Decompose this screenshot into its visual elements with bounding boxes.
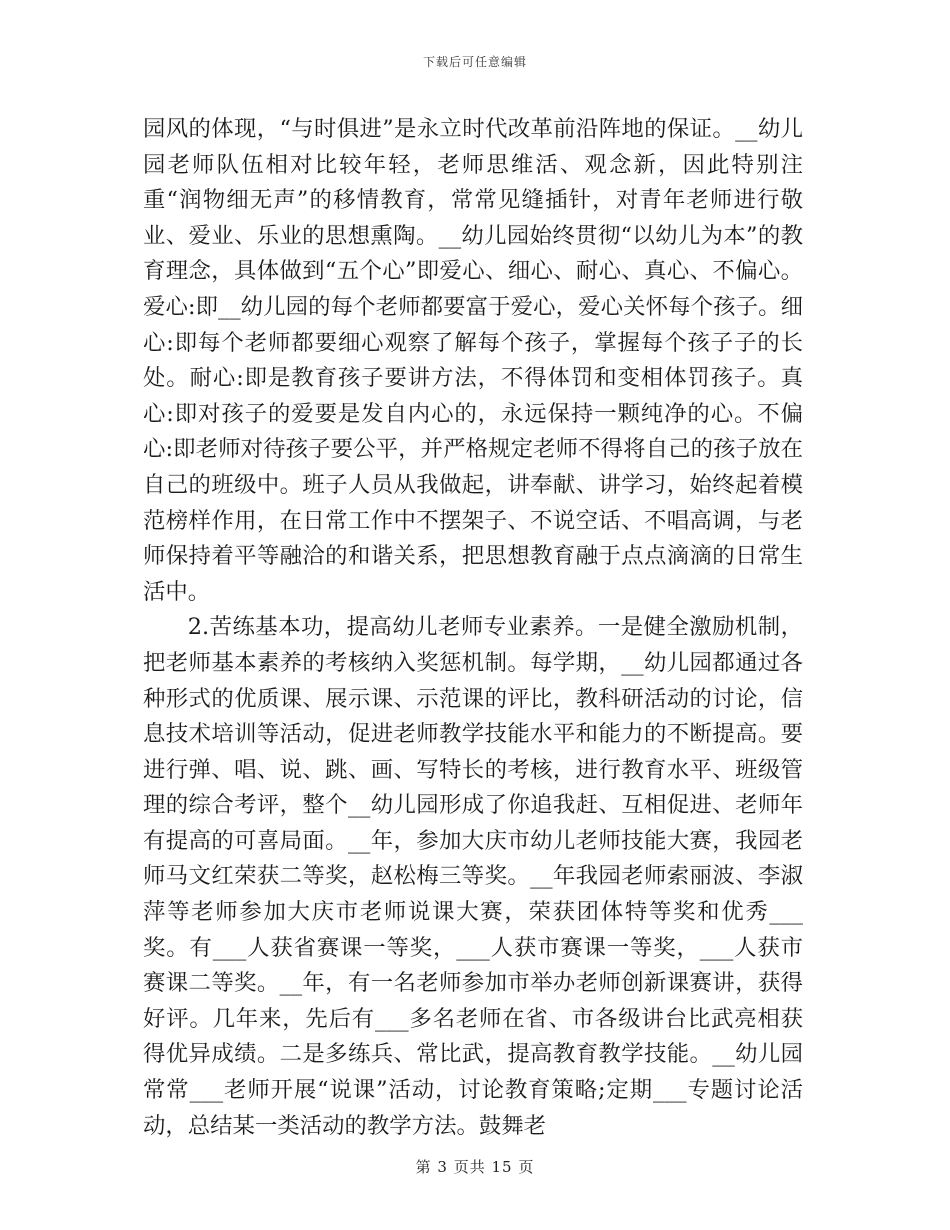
page-header: 下载后可任意编辑 xyxy=(422,55,527,69)
page-number-footer: 第 3 页共 15 页 xyxy=(415,1158,535,1176)
body-paragraph-2: 2.苦练基本功，提高幼儿老师专业素养。一是健全激励机制，把老师基本素养的考核纳入奖惩机制。每学期，__幼儿园都通过各种形式的优质课、展示课、示范课的评比，教科研活动的讨论，信息技术培训等活动，促进老师教学技能水平和能力的不断提高。要进行弹、唱、说、跳、画、写特长的考核，进行教育水平、班级管理的综合考评，整个__幼儿园形成了你追我赶、互相促进、老师年有提高的可喜局面。__年，参加大庆市幼儿老师技能大赛，我园老师马文红荣获二等奖，赵松梅三等奖。__年我园老师索丽波、李淑萍等老师参加大庆市老师说课大赛，荣获团体特等奖和优秀___奖。有___人获省赛课一等奖，___人获市赛课一等奖，___人获市赛课二等奖。__年，有一名老师参加市举办老师创新课赛讲，获得好评。几年来，先后有___多名老师在省、市各级讲台比武亮相获得优异成绩。二是多练兵、常比武，提高教育教学技能。__幼儿园常常___老师开展“说课”活动，讨论教育策略;定期___专题讨论活动，总结某一类活动的教学方法。鼓舞老 xyxy=(143,614,803,1139)
body-paragraph-1: 园风的体现，“与时俱进”是永立时代改革前沿阵地的保证。__幼儿园老师队伍相对比较年轻，老师思维活、观念新，因此特别注重“润物细无声”的移情教育，常常见缝插针，对青年老师进行敬业、爱业、乐业的思想熏陶。__幼儿园始终贯彻“以幼儿为本”的教育理念，具体做到“五个心”即爱心、细心、耐心、真心、不偏心。爱心:即__幼儿园的每个老师都要富于爱心，爱心关怀每个孩子。细心:即每个老师都要细心观察了解每个孩子，掌握每个孩子子的长处。耐心:即是教育孩子要讲方法，不得体罚和变相体罚孩子。真心:即对孩子的爱要是发自内心的，永远保持一颗纯净的心。不偏心:即老师对待孩子要公平，并严格规定老师不得将自己的孩子放在自己的班级中。班子人员从我做起，讲奉献、讲学习，始终起着模范榜样作用，在日常工作中不摆架子、不说空话、不唱高调，与老师保持着平等融洽的和谐关系，把思想教育融于点点滴滴的日常生活中。 xyxy=(143,116,803,605)
document-body xyxy=(143,112,803,1144)
